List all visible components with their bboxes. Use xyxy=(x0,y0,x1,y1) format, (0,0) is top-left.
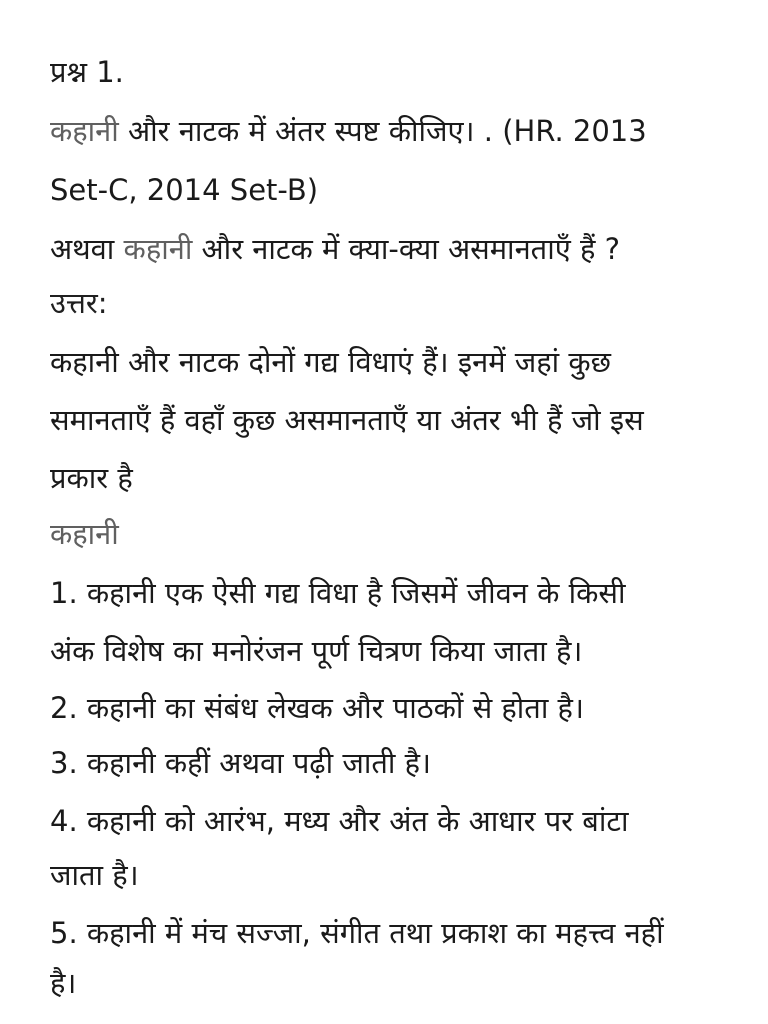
question-alternate xyxy=(50,229,620,269)
question-prompt-line-2: Set-C, 2014 Set-B) xyxy=(50,173,319,207)
answer-label: उत्तर: xyxy=(50,286,108,320)
point-line-4: 3. कहानी कहीं अथवा पढ़ी जाती है। xyxy=(50,746,432,780)
answer-intro-line-2: समानताएँ हैं वहाँ कुछ असमानताएँ या अंतर भी हैं जो इस xyxy=(50,403,644,437)
point-line-3: 2. कहानी का संबंध लेखक और पाठकों से होता है। xyxy=(50,691,584,725)
answer-intro-line-1: कहानी और नाटक दोनों गद्य विधाएं हैं। इनमें जहां कुछ xyxy=(50,345,612,379)
answer-intro-line-3: प्रकार है xyxy=(50,461,133,495)
point-line-5: 4. कहानी को आरंभ, मध्य और अंत के आधार पर बांटा xyxy=(50,804,629,838)
prompt-text: और नाटक में अंतर स्पष्ट कीजिए। . (HR. 2013 xyxy=(118,114,647,148)
alternate-keyword: कहानी xyxy=(123,232,193,266)
question-prompt-line-1 xyxy=(50,111,647,151)
section-title: कहानी xyxy=(50,517,119,551)
alternate-text: और नाटक में क्या-क्या असमानताएँ हैं ? xyxy=(192,232,620,266)
prompt-keyword: कहानी xyxy=(50,114,119,148)
point-line-2: अंक विशेष का मनोरंजन पूर्ण चित्रण किया जाता है। xyxy=(50,634,583,668)
point-line-8: है। xyxy=(50,966,77,1000)
point-line-7: 5. कहानी में मंच सज्जा, संगीत तथा प्रकाश का महत्त्व नहीं xyxy=(50,916,664,950)
point-line-1: 1. कहानी एक ऐसी गद्य विधा है जिसमें जीवन के किसी xyxy=(50,576,626,610)
alternate-prefix: अथवा xyxy=(50,232,124,266)
point-line-6: जाता है। xyxy=(50,858,139,892)
question-heading: प्रश्न 1. xyxy=(50,55,124,89)
